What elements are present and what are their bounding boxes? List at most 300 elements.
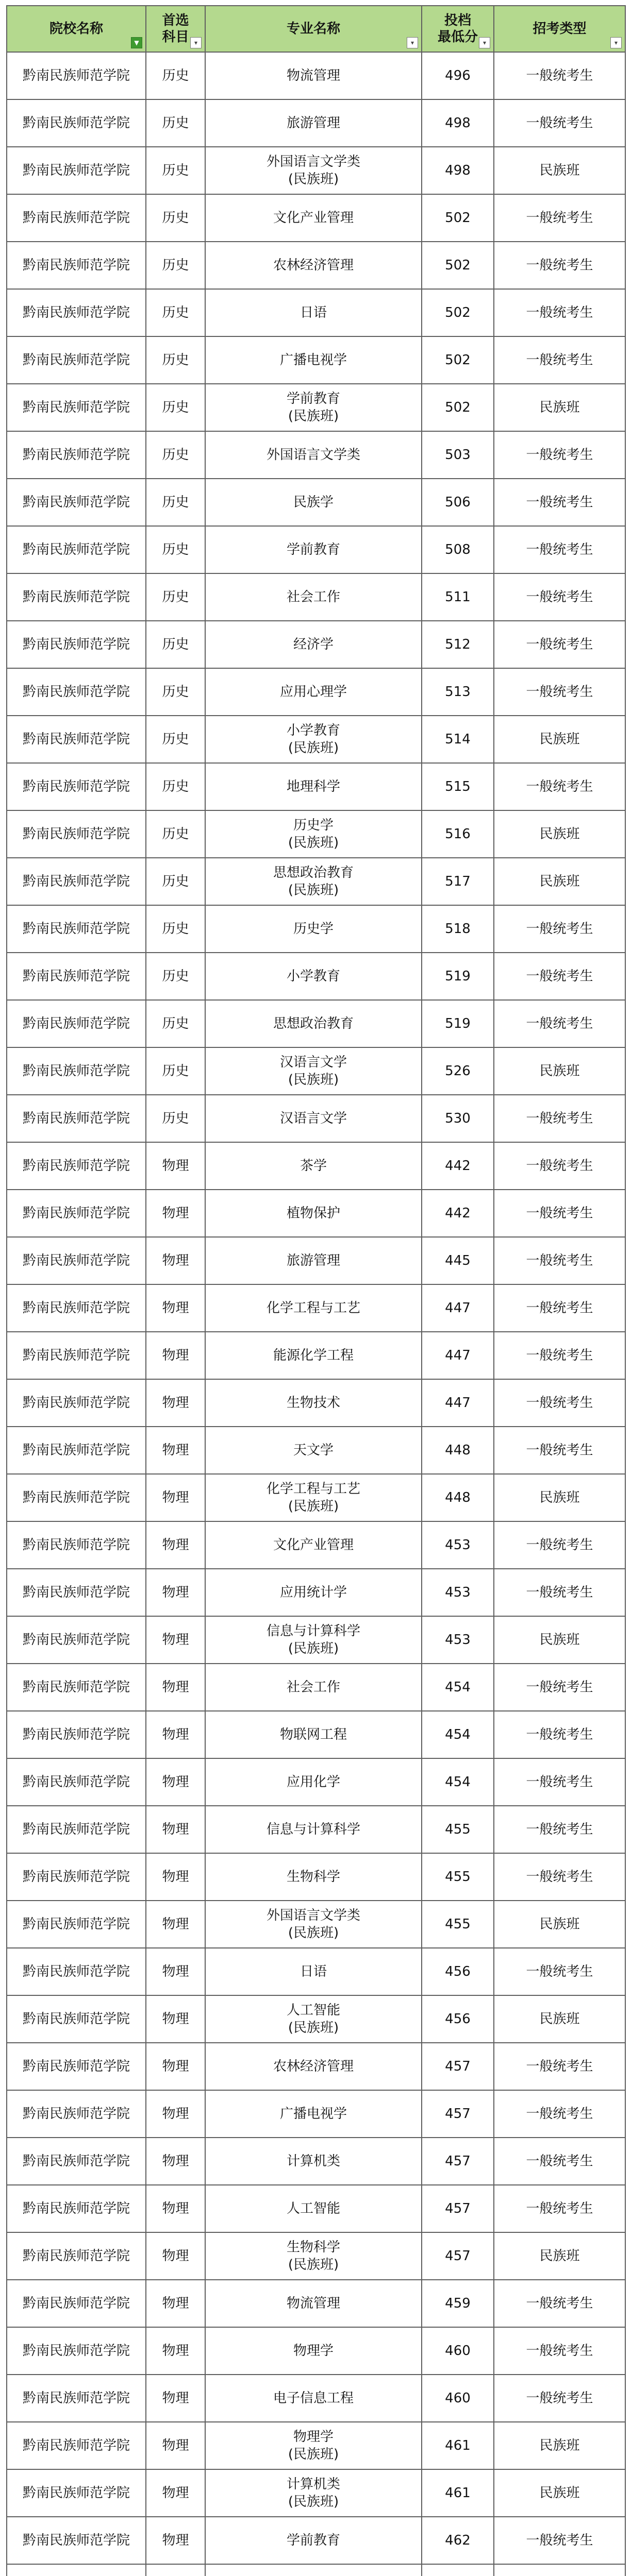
dropdown-arrow-icon[interactable]: ▾ [610,37,622,48]
subject-cell: 物理 [146,1237,205,1284]
school-cell: 黔南民族师范学院 [7,2375,146,2422]
major-line: (民族班) [288,740,339,756]
school-cell: 黔南民族师范学院 [7,1190,146,1237]
school-cell: 黔南民族师范学院 [7,2327,146,2375]
major-line: 农林经济管理 [273,258,354,273]
type-cell: 一般统考生 [494,99,625,147]
subject-cell: 历史 [146,668,205,716]
type-cell: 一般统考生 [494,1237,625,1284]
major-cell [205,1664,422,1711]
school-cell: 黔南民族师范学院 [7,2280,146,2327]
type-cell: 民族班 [494,810,625,858]
subject-cell: 物理 [146,2469,205,2517]
type-cell: 一般统考生 [494,763,625,810]
score-cell: 454 [422,1758,494,1806]
subject-cell: 物理 [146,2422,205,2469]
major-cell [205,1237,422,1284]
subject-cell: 物理 [146,2138,205,2185]
table-row [7,1664,625,1711]
major-line: 地理科学 [286,779,340,794]
score-cell: 460 [422,2375,494,2422]
subject-cell: 历史 [146,573,205,621]
major-cell [205,2090,422,2138]
score-cell: 498 [422,147,494,194]
score-cell: 461 [422,2422,494,2469]
school-cell: 黔南民族师范学院 [7,1142,146,1190]
school-cell: 黔南民族师范学院 [7,2232,146,2280]
score-cell: 519 [422,1000,494,1047]
type-cell: 民族班 [494,384,625,431]
school-cell: 黔南民族师范学院 [7,1427,146,1474]
school-cell: 黔南民族师范学院 [7,1806,146,1853]
subject-cell: 物理 [146,1711,205,1758]
type-cell: 一般统考生 [494,2517,625,2564]
type-cell: 一般统考生 [494,1332,625,1379]
score-cell: 518 [422,905,494,953]
table-row [7,1237,625,1284]
school-cell: 黔南民族师范学院 [7,1711,146,1758]
table-row [7,1284,625,1332]
major-cell [205,1758,422,1806]
subject-cell: 物理 [146,1948,205,1995]
subject-cell: 历史 [146,526,205,573]
score-cell: 502 [422,384,494,431]
subject-cell: 物理 [146,1474,205,1521]
school-cell: 黔南民族师范学院 [7,1474,146,1521]
type-cell: 民族班 [494,1047,625,1095]
major-cell [205,2185,422,2232]
type-cell: 民族班 [494,1474,625,1521]
type-cell: 一般统考生 [494,2043,625,2090]
major-line: 物理学 [293,2343,334,2359]
subject-cell: 物理 [146,1427,205,1474]
type-cell: 民族班 [494,858,625,905]
subject-cell: 历史 [146,1047,205,1095]
table-row [7,1190,625,1237]
major-line: 历史学 [293,818,334,833]
major-cell [205,621,422,668]
major-line: 汉语言文学 [279,1055,347,1070]
score-cell: 514 [422,716,494,763]
subject-cell: 物理 [146,1284,205,1332]
major-cell [205,1853,422,1901]
header-type [494,6,625,52]
subject-cell: 历史 [146,1095,205,1142]
subject-cell: 历史 [146,99,205,147]
score-cell: 457 [422,2185,494,2232]
type-cell: 一般统考生 [494,1284,625,1332]
header-school [7,6,146,52]
table-row [7,2090,625,2138]
table-row [7,1142,625,1190]
major-line: 小学教育 [286,969,340,984]
major-cell [205,2043,422,2090]
table-row [7,1853,625,1901]
type-cell: 一般统考生 [494,1711,625,1758]
dropdown-arrow-icon[interactable]: ▾ [190,37,202,48]
school-cell: 黔南民族师范学院 [7,2422,146,2469]
major-cell [205,1427,422,1474]
subject-cell: 物理 [146,1806,205,1853]
type-cell: 民族班 [494,2422,625,2469]
table-row [7,905,625,953]
subject-cell: 物理 [146,1616,205,1664]
school-cell: 黔南民族师范学院 [7,384,146,431]
type-cell: 一般统考生 [494,2280,625,2327]
major-line: 日语 [300,305,327,320]
table-row [7,1901,625,1948]
type-cell: 民族班 [494,1995,625,2043]
major-cell [205,2422,422,2469]
table-row [7,147,625,194]
subject-cell: 历史 [146,242,205,289]
major-cell [205,336,422,384]
subject-cell: 历史 [146,1000,205,1047]
major-line: 思想政治教育 [273,865,354,880]
type-cell: 一般统考生 [494,905,625,953]
major-line: 计算机类 [286,2154,340,2169]
score-cell: 442 [422,1190,494,1237]
score-cell: 515 [422,763,494,810]
major-line: 植物保护 [286,1206,340,1221]
type-cell: 一般统考生 [494,289,625,336]
table-row [7,1427,625,1474]
table-row [7,2185,625,2232]
major-line: 社会工作 [286,1680,340,1695]
type-cell: 一般统考生 [494,953,625,1000]
type-cell: 一般统考生 [494,1095,625,1142]
subject-cell: 物理 [146,1569,205,1616]
major-cell [205,1711,422,1758]
table-row [7,431,625,479]
school-cell: 黔南民族师范学院 [7,2469,146,2517]
score-cell: 530 [422,1095,494,1142]
major-cell [205,1521,422,1569]
score-cell: 503 [422,431,494,479]
school-cell: 黔南民族师范学院 [7,1948,146,1995]
subject-cell: 物理 [146,2375,205,2422]
type-cell: 一般统考生 [494,242,625,289]
major-cell [205,431,422,479]
table-row [7,1616,625,1664]
admission-score-table [6,5,626,2576]
table-row [7,2469,625,2517]
score-cell: 447 [422,1332,494,1379]
major-cell [205,242,422,289]
subject-cell: 历史 [146,194,205,242]
major-cell [205,716,422,763]
school-cell: 黔南民族师范学院 [7,1853,146,1901]
table-row [7,2517,625,2564]
subject-cell: 历史 [146,147,205,194]
score-cell: 457 [422,2090,494,2138]
score-cell: 454 [422,1711,494,1758]
major-cell [205,2517,422,2564]
table-row [7,1806,625,1853]
header-subject-line1: 首选 [162,13,189,28]
major-line: 汉语言文学 [279,1111,347,1126]
subject-cell: 历史 [146,479,205,526]
major-cell [205,479,422,526]
score-cell: 447 [422,1284,494,1332]
table-row [7,1000,625,1047]
type-cell: 一般统考生 [494,2185,625,2232]
school-cell: 黔南民族师范学院 [7,431,146,479]
major-cell [205,526,422,573]
major-line: 物联网工程 [279,1727,347,1742]
type-cell: 一般统考生 [494,2375,625,2422]
major-cell [205,1095,422,1142]
major-line: 农林经济管理 [273,2059,354,2074]
subject-cell: 物理 [146,1521,205,1569]
table-row [7,99,625,147]
major-cell [205,905,422,953]
major-cell [205,668,422,716]
major-cell [205,2375,422,2422]
table-row [7,573,625,621]
score-cell: 502 [422,242,494,289]
score-cell: 448 [422,1427,494,1474]
school-cell: 黔南民族师范学院 [7,1095,146,1142]
major-line: 历史学 [293,921,334,937]
major-line: 学前教育 [286,391,340,406]
score-cell: 459 [422,2280,494,2327]
major-line: 日语 [300,1964,327,1979]
major-line: (民族班) [288,1925,339,1941]
header-school-label: 院校名称 [49,21,103,37]
school-cell: 黔南民族师范学院 [7,763,146,810]
major-line: (民族班) [288,2447,339,2462]
score-cell: 502 [422,289,494,336]
subject-cell: 历史 [146,953,205,1000]
major-line: 天文学 [293,1443,334,1458]
major-cell [205,1047,422,1095]
header-score [422,6,494,52]
major-cell [205,573,422,621]
major-line: (民族班) [288,2020,339,2036]
school-cell: 黔南民族师范学院 [7,1379,146,1427]
subject-cell: 物理 [146,1379,205,1427]
score-cell: 512 [422,621,494,668]
score-cell: 457 [422,2232,494,2280]
major-cell [205,384,422,431]
type-cell [494,2564,625,2576]
score-cell: 502 [422,194,494,242]
table-row [7,1569,625,1616]
major-cell [205,1569,422,1616]
header-type-label: 招考类型 [533,21,587,37]
table-row [7,2232,625,2280]
subject-cell: 物理 [146,2327,205,2375]
school-cell: 黔南民族师范学院 [7,573,146,621]
subject-cell: 物理 [146,1901,205,1948]
type-cell: 民族班 [494,2469,625,2517]
dropdown-arrow-icon[interactable]: ▾ [407,37,418,48]
school-cell: 黔南民族师范学院 [7,1664,146,1711]
score-cell: 454 [422,1664,494,1711]
major-line: 广播电视学 [279,2106,347,2122]
school-cell: 黔南民族师范学院 [7,289,146,336]
school-cell: 黔南民族师范学院 [7,336,146,384]
score-cell: 445 [422,1237,494,1284]
score-cell: 461 [422,2469,494,2517]
major-line: (民族班) [288,2257,339,2273]
major-cell [205,810,422,858]
school-cell: 黔南民族师范学院 [7,2185,146,2232]
major-cell [205,2138,422,2185]
subject-cell: 物理 [146,1853,205,1901]
subject-cell: 物理 [146,2517,205,2564]
major-line: 物流管理 [286,2296,340,2311]
score-cell: 462 [422,2517,494,2564]
major-line: 外国语言文学类 [266,1908,360,1923]
school-cell: 黔南民族师范学院 [7,1521,146,1569]
major-line: 能源化学工程 [273,1348,354,1363]
school-cell: 黔南民族师范学院 [7,147,146,194]
table-body [7,52,625,2576]
table-row [7,763,625,810]
header-subject [146,6,205,52]
school-cell: 黔南民族师范学院 [7,242,146,289]
major-line: 外国语言文学类 [266,154,360,170]
type-cell: 一般统考生 [494,1142,625,1190]
major-line: 思想政治教育 [273,1016,354,1031]
type-cell: 一般统考生 [494,526,625,573]
type-cell: 一般统考生 [494,194,625,242]
score-cell: 442 [422,1142,494,1190]
subject-cell: 物理 [146,1142,205,1190]
subject-cell: 物理 [146,2043,205,2090]
type-cell: 一般统考生 [494,1948,625,1995]
school-cell: 黔南民族师范学院 [7,1616,146,1664]
major-cell [205,2232,422,2280]
score-cell: 448 [422,1474,494,1521]
major-line: 人工智能 [286,2003,340,2018]
major-cell [205,99,422,147]
subject-cell: 历史 [146,431,205,479]
subject-cell: 历史 [146,289,205,336]
table-row [7,194,625,242]
type-cell: 一般统考生 [494,1379,625,1427]
subject-cell: 物理 [146,2185,205,2232]
major-line: 茶学 [300,1158,327,1174]
school-cell: 黔南民族师范学院 [7,1569,146,1616]
filter-icon[interactable]: ▼ [131,37,142,48]
table-row [7,858,625,905]
school-cell: 黔南民族师范学院 [7,2517,146,2564]
major-cell [205,1995,422,2043]
type-cell: 民族班 [494,147,625,194]
major-line: 生物科学 [286,2240,340,2255]
major-line: 化学工程与工艺 [266,1300,360,1316]
major-cell [205,1332,422,1379]
school-cell: 黔南民族师范学院 [7,479,146,526]
type-cell: 一般统考生 [494,621,625,668]
major-line: 文化产业管理 [273,210,354,226]
table-row [7,1047,625,1095]
header-score-line2: 最低分 [437,29,478,45]
major-cell [205,2469,422,2517]
table-row [7,2375,625,2422]
score-cell: 455 [422,1901,494,1948]
type-cell: 一般统考生 [494,2327,625,2375]
table-row [7,479,625,526]
table-row [7,1379,625,1427]
subject-cell: 物理 [146,2090,205,2138]
major-cell [205,1000,422,1047]
header-major-label: 专业名称 [286,21,340,37]
school-cell: 黔南民族师范学院 [7,953,146,1000]
major-line: 应用心理学 [279,684,347,700]
school-cell: 黔南民族师范学院 [7,1284,146,1332]
school-cell: 黔南民族师范学院 [7,2043,146,2090]
table-row [7,2564,625,2576]
major-line: 旅游管理 [286,1253,340,1268]
major-line: 应用统计学 [279,1585,347,1600]
subject-cell: 历史 [146,763,205,810]
major-line: (民族班) [288,835,339,851]
major-line: 计算机类 [286,2477,340,2492]
type-cell: 一般统考生 [494,668,625,716]
school-cell: 黔南民族师范学院 [7,810,146,858]
school-cell: 黔南民族师范学院 [7,716,146,763]
school-cell: 黔南民族师范学院 [7,1000,146,1047]
header-row [7,6,625,52]
major-line: 化学工程与工艺 [266,1481,360,1497]
table-row [7,1711,625,1758]
score-cell: 455 [422,1853,494,1901]
score-cell: 456 [422,1995,494,2043]
major-line: (民族班) [288,172,339,187]
score-cell: 453 [422,1616,494,1664]
score-cell: 498 [422,99,494,147]
subject-cell: 物理 [146,1664,205,1711]
school-cell: 黔南民族师范学院 [7,1332,146,1379]
table-row [7,1521,625,1569]
major-cell [205,1190,422,1237]
table-row [7,1758,625,1806]
major-line: 电子信息工程 [273,2391,354,2406]
table-row [7,2327,625,2375]
major-cell [205,953,422,1000]
type-cell: 一般统考生 [494,336,625,384]
subject-cell: 物理 [146,2280,205,2327]
type-cell: 一般统考生 [494,1569,625,1616]
score-cell: 457 [422,2043,494,2090]
major-line: (民族班) [288,1499,339,1514]
dropdown-arrow-icon[interactable]: ▾ [479,37,490,48]
major-cell [205,858,422,905]
table-row [7,2280,625,2327]
score-cell: 516 [422,810,494,858]
type-cell: 一般统考生 [494,1853,625,1901]
table-row [7,2138,625,2185]
score-cell: 526 [422,1047,494,1095]
score-cell: 453 [422,1521,494,1569]
school-cell: 黔南民族师范学院 [7,1047,146,1095]
type-cell: 一般统考生 [494,2138,625,2185]
school-cell: 黔南民族师范学院 [7,1237,146,1284]
major-cell [205,1474,422,1521]
type-cell: 一般统考生 [494,573,625,621]
major-line: 生物技术 [286,1395,340,1411]
subject-cell: 历史 [146,858,205,905]
header-major [205,6,422,52]
subject-cell: 历史 [146,716,205,763]
table-row [7,2043,625,2090]
school-cell: 黔南民族师范学院 [7,905,146,953]
major-line: 信息与计算科学 [266,1623,360,1639]
